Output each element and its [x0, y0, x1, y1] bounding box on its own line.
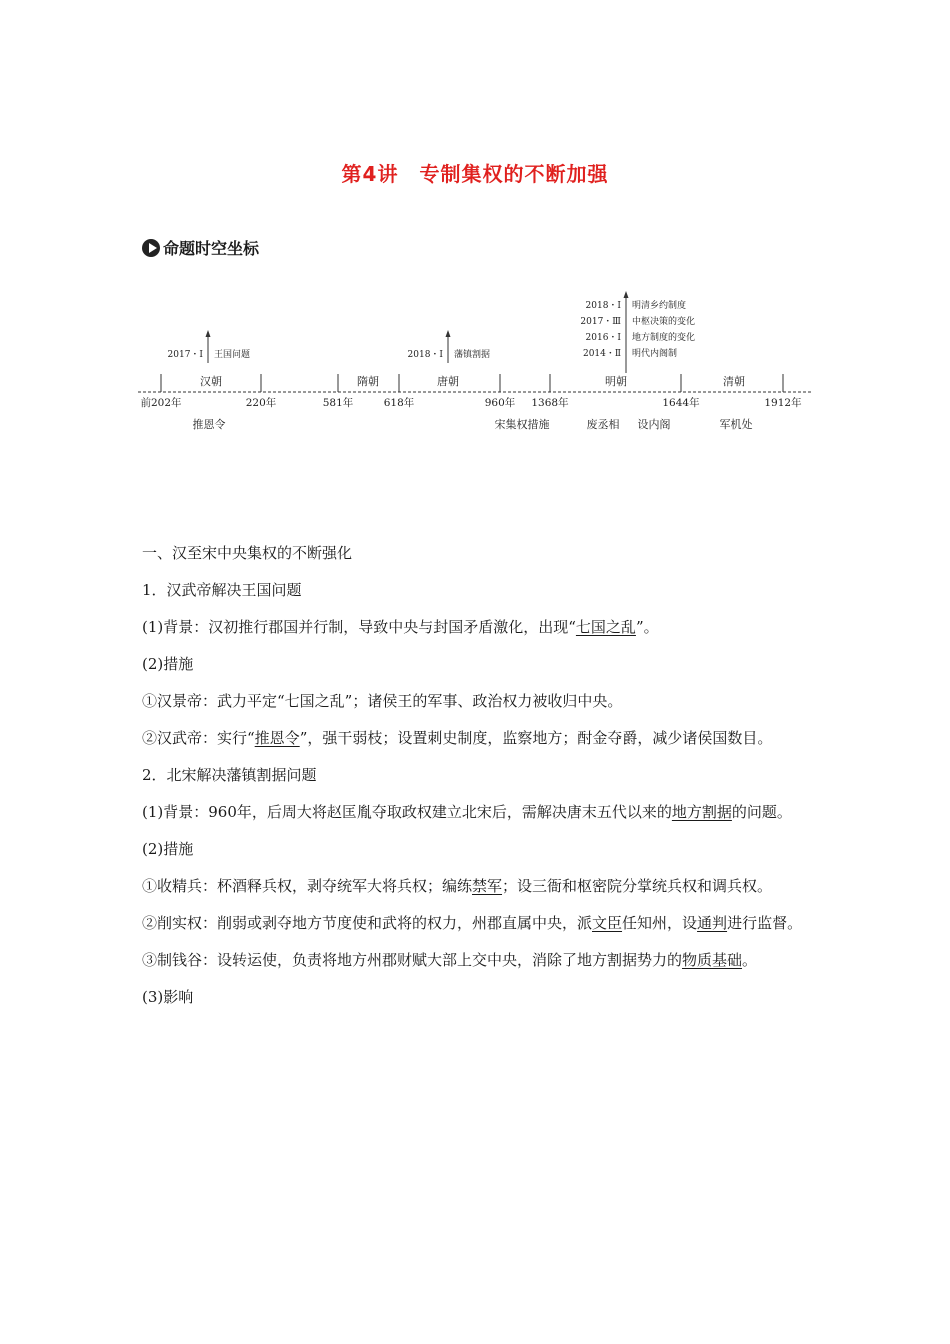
- section-heading: [142, 236, 259, 259]
- year-label: 前202年: [140, 397, 182, 409]
- exam-topic: 中枢决策的变化: [632, 317, 696, 327]
- heading-level-2: 1．汉武帝解决王国问题: [142, 581, 302, 599]
- year-label: 1368年: [531, 397, 569, 409]
- arrow-head-icon: [446, 330, 451, 337]
- year-label: 1912年: [764, 397, 802, 409]
- paragraph: ②削实权：削弱或剥夺地方节度使和武将的权力，州郡直属中央，派文臣任知州，设通判进行监督。: [142, 914, 803, 932]
- exam-topic: 王国问题: [214, 350, 251, 360]
- paragraph: (1)背景：960年，后周大将赵匡胤夺取政权建立北宋后，需解决唐末五代以来的地方割据的问题。: [142, 803, 792, 821]
- lesson-content: [142, 535, 812, 1016]
- event-label: 废丞相: [586, 418, 620, 431]
- play-icon: [142, 239, 160, 257]
- arrow-head-icon: [206, 330, 211, 337]
- exam-year: 2017・Ⅰ: [167, 350, 203, 360]
- exam-year: 2018・Ⅰ: [585, 301, 621, 311]
- paragraph: ①收精兵：杯酒释兵权，剥夺统军大将兵权；编练禁军；设三衙和枢密院分掌统兵权和调兵权。: [142, 877, 773, 895]
- exam-topic: 藩镇割据: [454, 350, 491, 360]
- exam-topic: 地方制度的变化: [632, 333, 696, 343]
- paragraph: (1)背景：汉初推行郡国并行制，导致中央与封国矛盾激化，出现“七国之乱”。: [142, 618, 659, 636]
- paragraph: (2)措施: [142, 655, 194, 673]
- paragraph: (2)措施: [142, 840, 194, 858]
- dynasty-ming: 明朝: [605, 375, 627, 388]
- event-label: 宋集权措施: [494, 418, 550, 431]
- heading-level-1: 一、汉至宋中央集权的不断强化: [142, 544, 353, 562]
- event-label: 军机处: [719, 418, 753, 431]
- underlined-keyword: 地方割据: [671, 803, 732, 821]
- underlined-keyword: 文臣: [592, 914, 623, 932]
- event-label: 设内阁: [637, 418, 671, 431]
- underlined-keyword: 禁军: [472, 877, 503, 895]
- section-heading-text: 命题时空坐标: [163, 239, 260, 258]
- dynasty-qing: 清朝: [723, 375, 745, 388]
- exam-topic: 明清乡约制度: [632, 301, 687, 311]
- year-label: 1644年: [662, 397, 700, 409]
- exam-year: 2018・Ⅰ: [407, 350, 443, 360]
- exam-topic: 明代内阁制: [632, 349, 678, 359]
- heading-level-2: 2．北宋解决藩镇割据问题: [142, 766, 317, 784]
- paragraph: ③制钱谷：设转运使，负责将地方州郡财赋大部上交中央，消除了地方割据势力的物质基础。: [142, 951, 758, 969]
- underlined-keyword: 七国之乱: [575, 618, 636, 636]
- dynasty-tang: 唐朝: [437, 375, 459, 388]
- underlined-keyword: 推恩令: [254, 729, 300, 747]
- page-title: 第4讲 专制集权的不断加强: [341, 162, 609, 186]
- event-label: 推恩令: [192, 418, 226, 431]
- timeline-chart: [130, 285, 820, 445]
- dynasty-han: 汉朝: [200, 375, 222, 388]
- year-label: 220年: [245, 397, 277, 409]
- paragraph: ②汉武帝：实行“推恩令”，强干弱枝；设置刺史制度，监察地方；酎金夺爵，减少诸侯国数目。: [142, 729, 773, 747]
- paragraph: (3)影响: [142, 988, 194, 1006]
- exam-year: 2016・Ⅰ: [585, 333, 621, 343]
- dynasty-sui: 隋朝: [357, 375, 379, 388]
- year-label: 618年: [383, 397, 415, 409]
- year-label: 581年: [322, 397, 354, 409]
- arrow-head-icon: [624, 291, 629, 298]
- year-label: 960年: [484, 397, 516, 409]
- exam-year: 2017・Ⅲ: [580, 317, 621, 327]
- underlined-keyword: 通判: [697, 914, 728, 932]
- paragraph: ①汉景帝：武力平定“七国之乱”；诸侯王的军事、政治权力被收归中央。: [142, 692, 623, 710]
- underlined-keyword: 物质基础: [682, 951, 743, 969]
- exam-year: 2014・Ⅱ: [582, 349, 621, 359]
